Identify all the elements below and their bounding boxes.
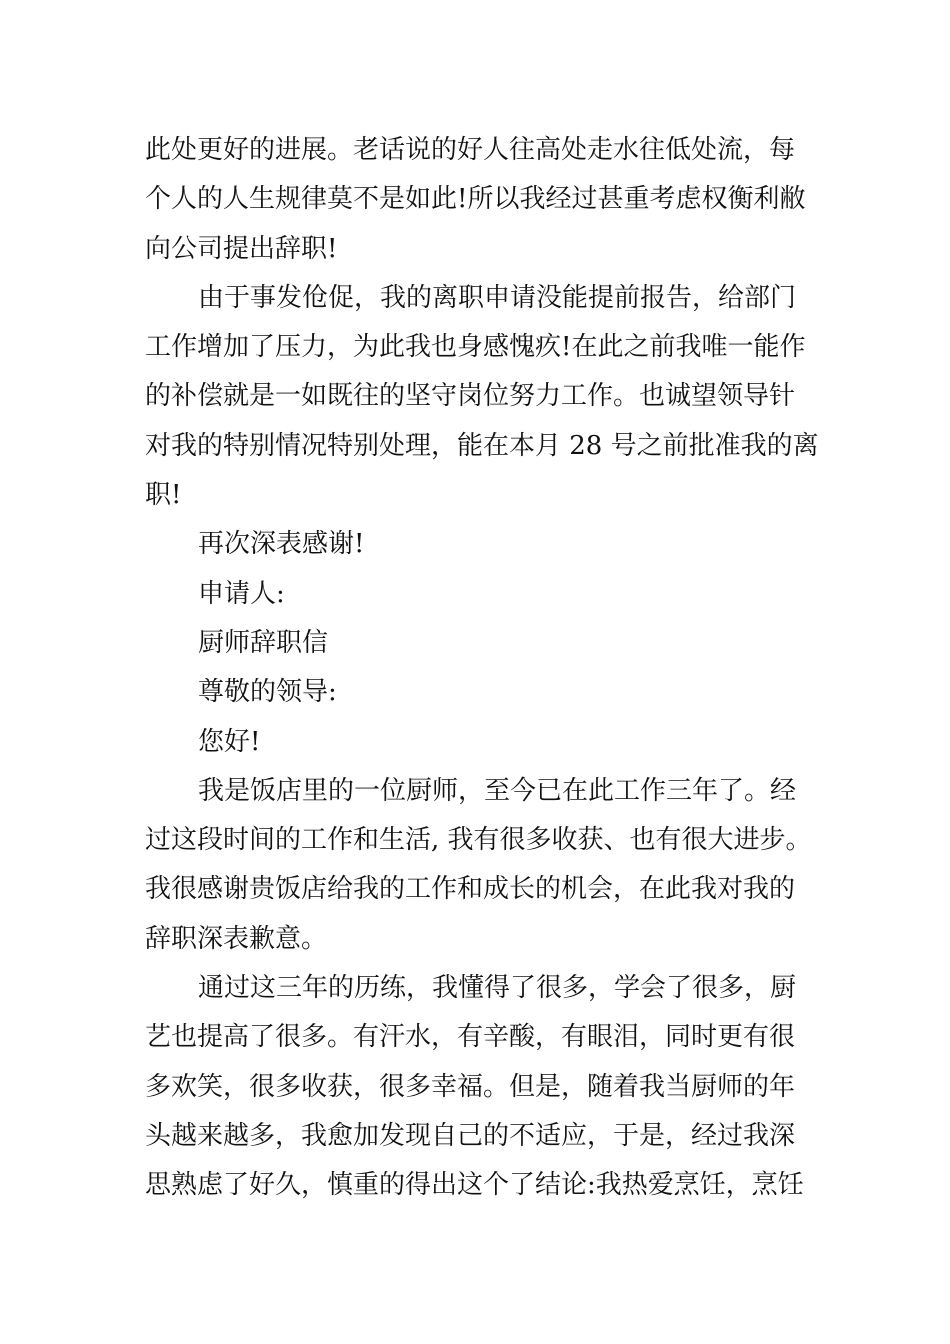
greeting: 您好! xyxy=(198,726,261,757)
applicant-label: 申请人: xyxy=(198,578,285,609)
text-line: 辞职深表歉意。 xyxy=(145,923,328,954)
paragraph-start-line: 我是饭店里的一位厨师，至今已在此工作三年了。经 xyxy=(198,775,797,806)
document-body xyxy=(145,126,819,1211)
letter-title: 厨师辞职信 xyxy=(198,627,329,658)
text-line: 的补偿就是一如既往的坚守岗位努力工作。也诚望领导针 xyxy=(145,381,796,412)
text-line: 艺也提高了很多。有汗水，有辛酸，有眼泪，同时更有很 xyxy=(145,1022,796,1053)
text-line: 多欢笑，很多收获，很多幸福。但是，随着我当厨师的年 xyxy=(145,1071,796,1102)
text-line: 我很感谢贵饭店给我的工作和成长的机会，在此我对我的 xyxy=(145,874,796,905)
text-line: 此处更好的进展。老话说的好人往高处走水往低处流，每 xyxy=(145,135,796,165)
text-line: 工作增加了压力，为此我也身感愧疚!在此之前我唯一能作 xyxy=(145,332,806,363)
paragraph-start-line: 通过这三年的历练，我懂得了很多，学会了很多，厨 xyxy=(198,973,797,1004)
text-line: 职! xyxy=(145,480,182,511)
text-line: 向公司提出辞职! xyxy=(145,233,338,264)
text-line: 对我的特别情况特别处理，能在本月 28 号之前批准我的离 xyxy=(145,430,819,461)
text-line: 个人的人生规律莫不是如此!所以我经过甚重考虑权衡利敝 xyxy=(145,184,806,215)
salutation: 尊敬的领导: xyxy=(198,677,337,708)
paragraph-start-line: 由于事发伧促，我的离职申请没能提前报告，给部门 xyxy=(198,282,797,313)
text-line: 思熟虑了好久，慎重的得出这个了结论:我热爱烹饪，烹饪 xyxy=(145,1170,804,1201)
text-line: 头越来越多，我愈加发现自己的不适应，于是，经过我深 xyxy=(145,1120,796,1151)
closing-thanks: 再次深表感谢! xyxy=(198,529,365,560)
text-line: 过这段时间的工作和生活, 我有很多收获、也有很大进步。 xyxy=(145,825,812,856)
